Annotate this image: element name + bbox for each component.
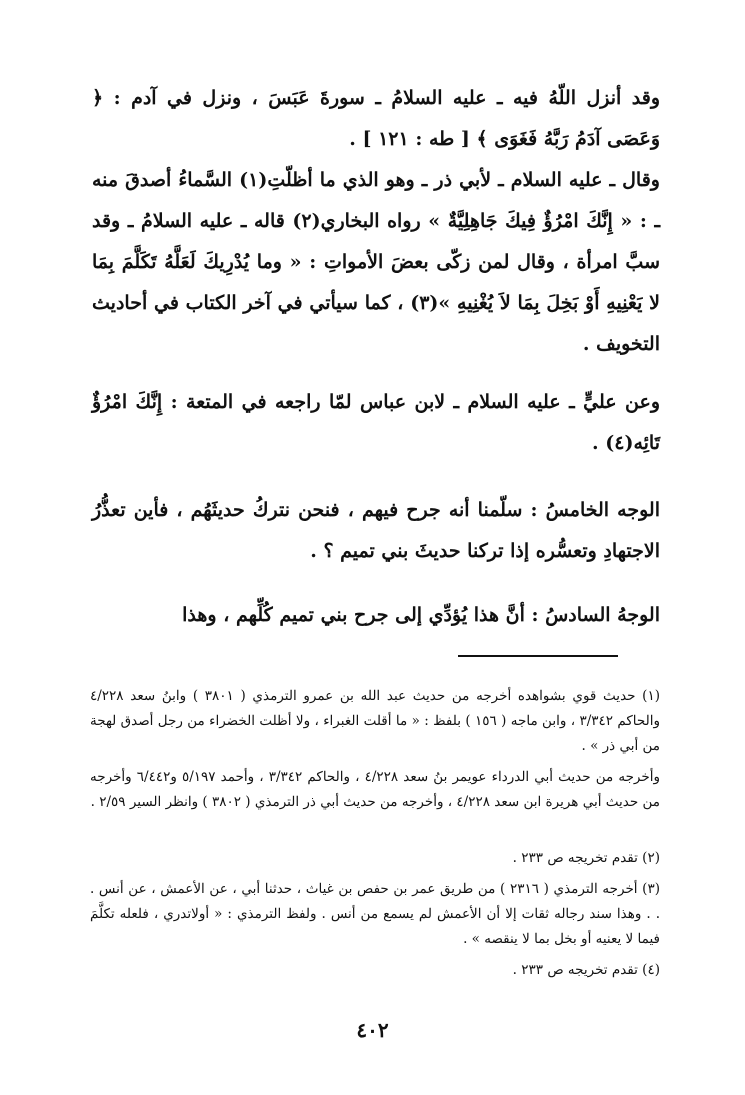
- paragraph-ali: وعن عليٍّ ـ عليه السلام ـ لابن عباس لمّا راجعه في المتعة : إِنَّكَ امْرُؤٌ تَائِه(٤) .: [92, 391, 660, 454]
- paragraph-abu-dharr: وقال ـ عليه السلام ـ لأبي ذر ـ وهو الذي ما أظلّتِ(١) السَّماءُ أصدقَ منه ـ : « إِنَّكَ امْرُؤٌ فِيكَ جَاهِلِيَّةٌ » رواه البخاري(٢) قاله ـ عليه السلامُ ـ وقد سبَّ امرأة ، وقال لمن زكّى بعضَ الأمواتِ : « وما يُدْرِيكَ لَعَلَّهُ تَكَلَّمَ بِمَا لا يَعْنِيهِ أَوْ بَخِلَ بِمَا لاَ يُغْنِيهِ »(٣) ، كما سيأتي في آخر الكتاب في أحاديث التخويف .: [92, 169, 661, 355]
- footnote-3: (٣) أخرجه الترمذي ( ٢٣١٦ ) من طريق عمر بن حفص بن غياث ، حدثنا أبي ، عن الأعمش ، عن أنس . . . وهذا سند رجاله ثقات إلا أن الأعمش لم يسمع من أنس . ولفظ الترمذي : « أولاتدري ، فلعله تكلَّمَ فيما لا يعنيه أو بخل بما لا ينقصه » .: [90, 881, 660, 947]
- paragraph-sixth-aspect: الوجهُ السادسُ : أنَّ هذا يُؤدِّي إلى جرح بني تميم كُلِّهم ، وهذا: [182, 604, 660, 626]
- paragraph-fifth-aspect: الوجه الخامسُ : سلّمنا أنه جرح فيهم ، فنحن نتركُ حديثَهُم ، فأين تعذُّرُ الاجتهادِ وتعسُّره إذا تركنا حديثَ بني تميم ؟ .: [92, 499, 660, 562]
- footnote-2: (٢) تقدم تخريجه ص ٢٣٣ .: [512, 850, 660, 866]
- footnote-1-continued: وأخرجه من حديث أبي الدرداء عويمر بنُ سعد ٤/٢٢٨ ، والحاكم ٣/٣٤٢ ، وأحمد ٥/١٩٧ و٦/٤٤٢ وأخرجه من حديث أبي هريرة ابن سعد ٤/٢٢٨ ، وأخرجه من حديث أبي ذر الترمذي ( ٣٨٠٢ ) وانظر السير ٢/٥٩ .: [90, 769, 660, 810]
- paragraph-quran-verse: وقد أنزل اللّهُ فيه ـ عليه السلامُ ـ سورةَ عَبَسَ ، ونزل في آدم : ﴿ وَعَصَى آدَمُ رَبَّهُ فَغَوَى ﴾ [ طه : ١٢١ ] .: [92, 87, 660, 150]
- footnote-4: (٤) تقدم تخريجه ص ٢٣٣ .: [512, 962, 660, 978]
- footnote-1: (١) حديث قوي بشواهده أخرجه من حديث عبد الله بن عمرو الترمذي ( ٣٨٠١ ) وابنُ سعد ٤/٢٢٨ والحاكم ٣/٣٤٢ ، وابن ماجه ( ١٥٦ ) بلفظ : « ما أقلت الغبراء ، ولا أظلت الخضراء من رجل أصدق لهجة من أبي ذر » .: [90, 688, 661, 754]
- footnote-divider: [458, 655, 618, 657]
- page-number: ٤٠٢: [356, 1018, 389, 1042]
